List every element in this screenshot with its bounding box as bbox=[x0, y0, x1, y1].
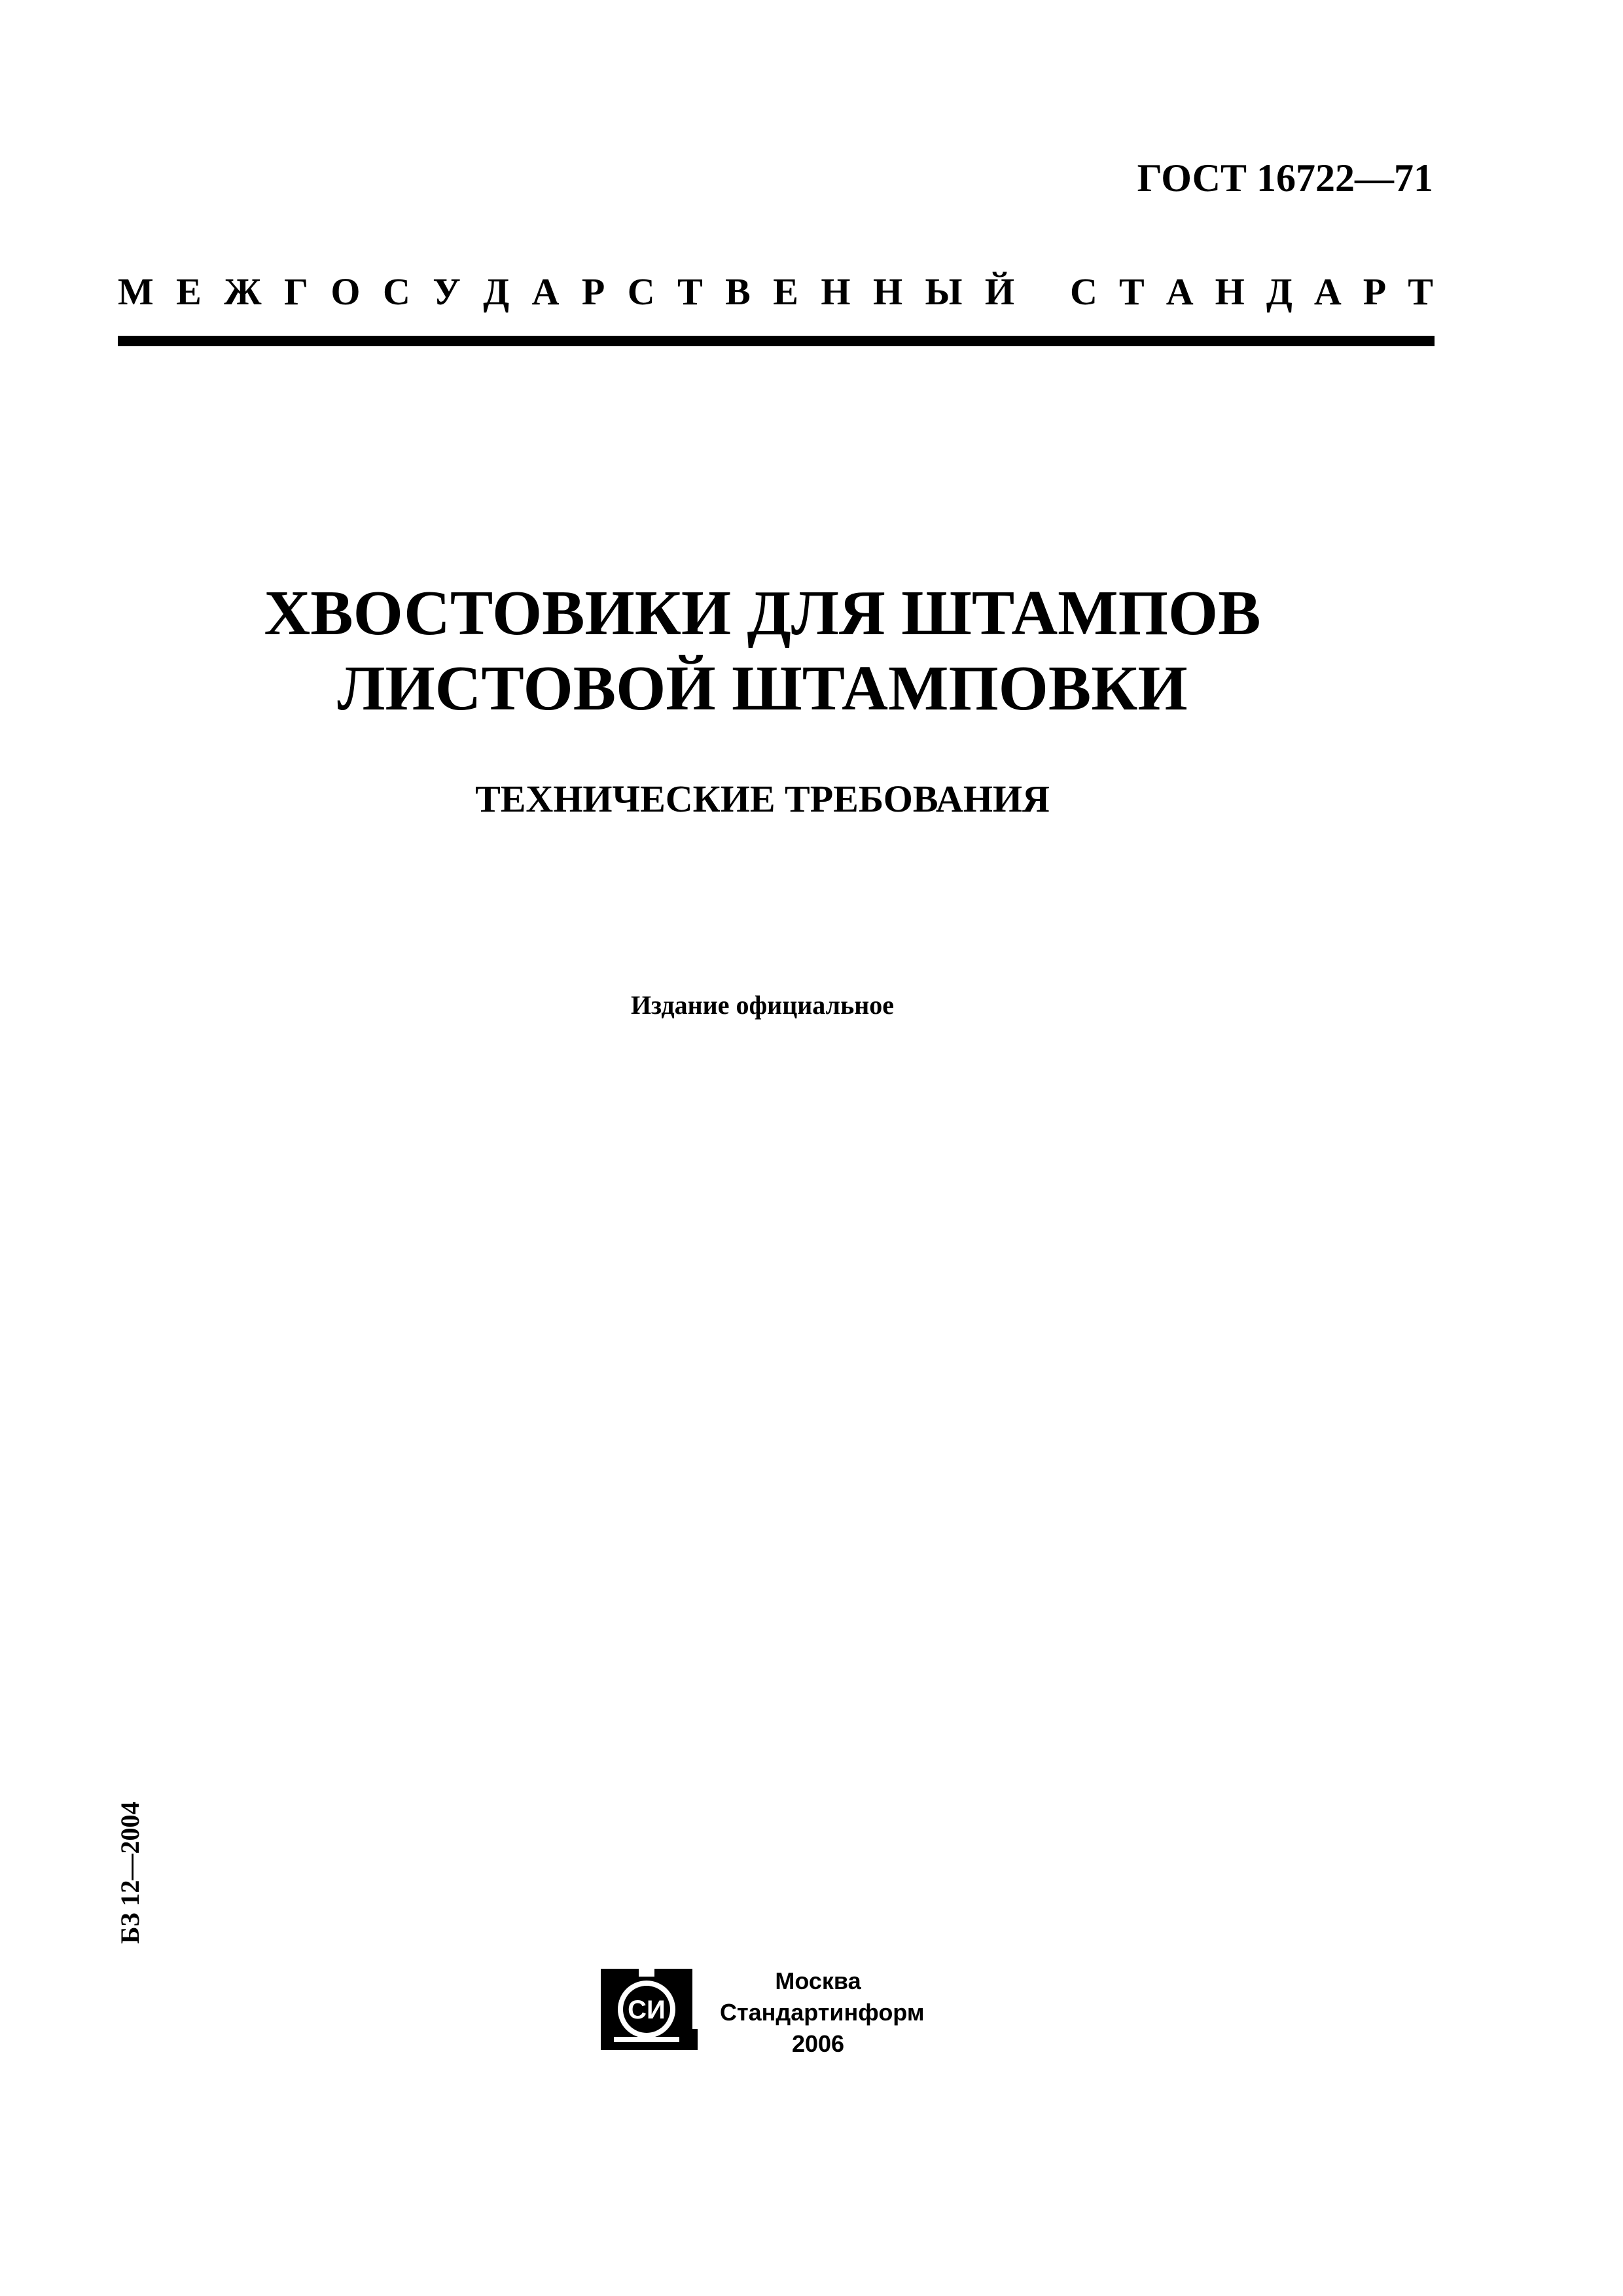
interstate-word-2 bbox=[1070, 270, 1433, 314]
heading-letter: Д bbox=[483, 270, 510, 313]
heading-letter: М bbox=[118, 270, 154, 313]
heading-letter: Д bbox=[1266, 270, 1293, 313]
interstate-standard-heading bbox=[118, 265, 1433, 317]
heading-letter: Й bbox=[984, 270, 1014, 313]
header-rule bbox=[118, 336, 1435, 346]
heading-letter: Г bbox=[284, 270, 308, 313]
heading-letter: Н bbox=[1215, 270, 1245, 313]
heading-letter: Ж bbox=[224, 270, 262, 313]
heading-letter: А bbox=[531, 270, 560, 313]
heading-letter: О bbox=[330, 270, 361, 313]
document-title bbox=[0, 576, 1525, 726]
heading-letter: Р bbox=[1363, 270, 1387, 313]
heading-letter: В bbox=[725, 270, 751, 313]
document-number: ГОСТ 16722—71 bbox=[1137, 156, 1433, 200]
heading-letter: А bbox=[1166, 270, 1194, 313]
heading-letter: Т bbox=[1118, 270, 1145, 313]
interstate-word-1 bbox=[118, 270, 1014, 314]
publisher-name: Стандартинформ bbox=[720, 1999, 925, 2026]
logo-text: СИ bbox=[628, 1996, 666, 2024]
publisher-logo-icon bbox=[601, 1964, 698, 2055]
heading-letter: Т bbox=[1408, 270, 1433, 313]
heading-letter: Е bbox=[176, 270, 202, 313]
publisher-year: 2006 bbox=[791, 2030, 845, 2057]
heading-letter: Н bbox=[821, 270, 851, 313]
heading-letter: С bbox=[1070, 270, 1097, 313]
heading-letter: С bbox=[382, 270, 410, 313]
title-line-1: ХВОСТОВИКИ ДЛЯ ШТАМПОВ bbox=[264, 578, 1261, 649]
heading-letter: Т bbox=[677, 270, 703, 313]
side-catalog-code: БЗ 12—2004 bbox=[115, 1801, 145, 1944]
heading-letter: Р bbox=[581, 270, 605, 313]
edition-note: Издание официальное bbox=[630, 990, 895, 1020]
heading-letter: А bbox=[1313, 270, 1342, 313]
heading-letter: Ы bbox=[925, 270, 963, 313]
heading-letter: Е bbox=[773, 270, 798, 313]
publisher-block bbox=[720, 1965, 925, 2060]
heading-letter: У bbox=[433, 270, 461, 313]
publisher-city: Москва bbox=[775, 1967, 861, 1994]
heading-letter: Н bbox=[872, 270, 903, 313]
document-subtitle: ТЕХНИЧЕСКИЕ ТРЕБОВАНИЯ bbox=[475, 778, 1050, 820]
heading-letter: С bbox=[627, 270, 655, 313]
title-line-2: ЛИСТОВОЙ ШТАМПОВКИ bbox=[337, 653, 1188, 724]
